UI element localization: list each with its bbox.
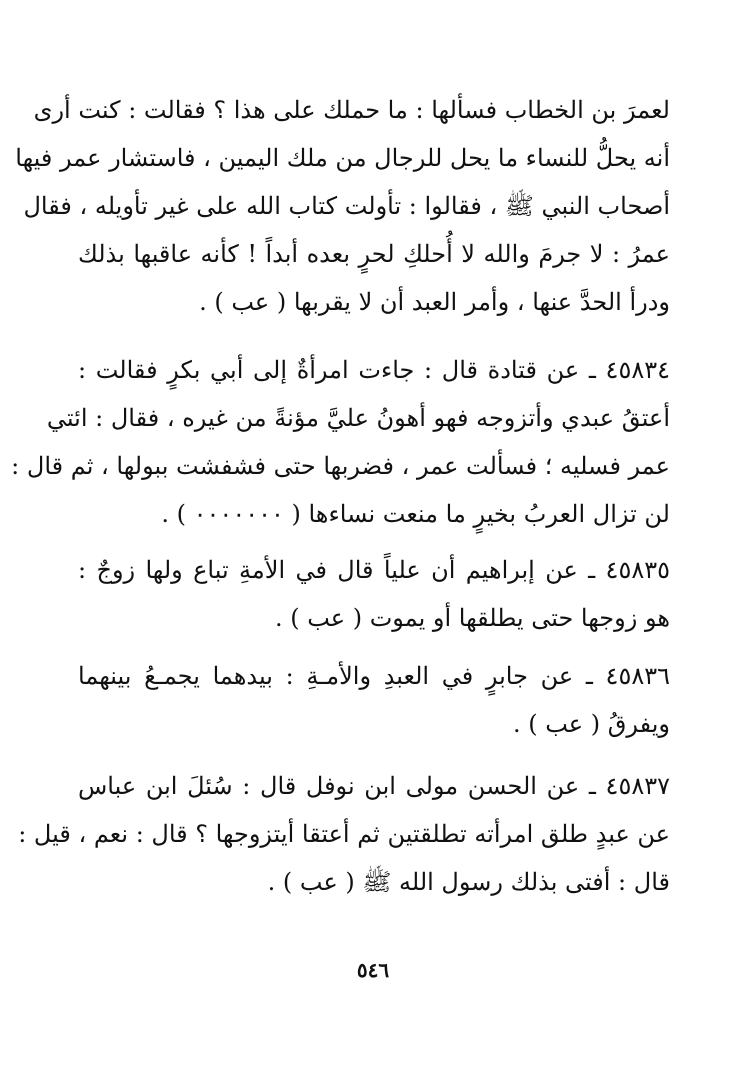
paragraph-hadith-45837 — [18, 762, 670, 906]
text-line: ٤٥٨٣٧ ـ عن الحسن مولى ابن نوفل قال : سُئلَ ابن عباس — [78, 772, 670, 800]
text-line: ٤٥٨٣٤ ـ عن قتادة قال : جاءت امرأةٌ إلى أبي بكرٍ فقالت : — [78, 356, 670, 384]
paragraph-hadith-45836 — [78, 652, 670, 748]
text-line: هو زوجها حتى يطلقها أو يموت ( عب ) . — [274, 604, 670, 632]
text-line: عن عبدٍ طلق امرأته تطلقتين ثم أعتقا أيتزوجها ؟ قال : نعم ، قيل : — [18, 820, 670, 848]
text-line: ويفرقُ ( عب ) . — [512, 710, 670, 738]
paragraph-hadith-45834 — [11, 346, 670, 538]
text-line: لن تزال العربُ بخيرٍ ما منعت نساءها ( ٠٠٠٠٠٠٠ ) . — [161, 500, 670, 528]
text-line: أصحاب النبي ﷺ ، فقالوا : تأولت كتاب الله على غير تأويله ، فقال — [23, 192, 670, 220]
paragraph-gap — [78, 326, 670, 346]
paragraph-gap — [78, 748, 670, 762]
paragraph-gap — [78, 538, 670, 546]
paragraph-gap — [78, 642, 670, 652]
page-body — [11, 86, 670, 906]
text-line: لعمرَ بن الخطاب فسألها : ما حملك على هذا ؟ فقالت : كنت أرى — [33, 96, 670, 124]
text-line: ودرأ الحدَّ عنها ، وأمر العبد أن لا يقربها ( عب ) . — [199, 288, 670, 316]
paragraph-continuation — [15, 86, 670, 326]
text-line: ٤٥٨٣٦ ـ عن جابرٍ في العبدِ والأمـةِ : بيدهما يجمـعُ بينهما — [78, 662, 670, 690]
text-line: أنه يحلُّ للنساء ما يحل للرجال من ملك اليمين ، فاستشار عمر فيها — [15, 144, 670, 172]
text-line: عمر فسليه ؛ فسألت عمر ، فضربها حتى فشفشت ببولها ، ثم قال : — [11, 452, 670, 480]
text-line: عمرُ : لا جرمَ والله لا أُحلكِ لحرٍ بعده أبداً ! كأنه عاقبها بذلك — [78, 240, 670, 268]
text-line: أعتقُ عبدي وأتزوجه فهو أهونُ عليَّ مؤنةً من غيره ، فقال : ائتي — [46, 404, 670, 432]
text-line: ٤٥٨٣٥ ـ عن إبراهيم أن علياً قال في الأمةِ تباع ولها زوجٌ : — [78, 556, 670, 584]
page-number: ٥٤٦ — [356, 958, 390, 982]
text-line: قال : أفتى بذلك رسول الله ﷺ ( عب ) . — [267, 868, 670, 896]
paragraph-hadith-45835 — [78, 546, 670, 642]
